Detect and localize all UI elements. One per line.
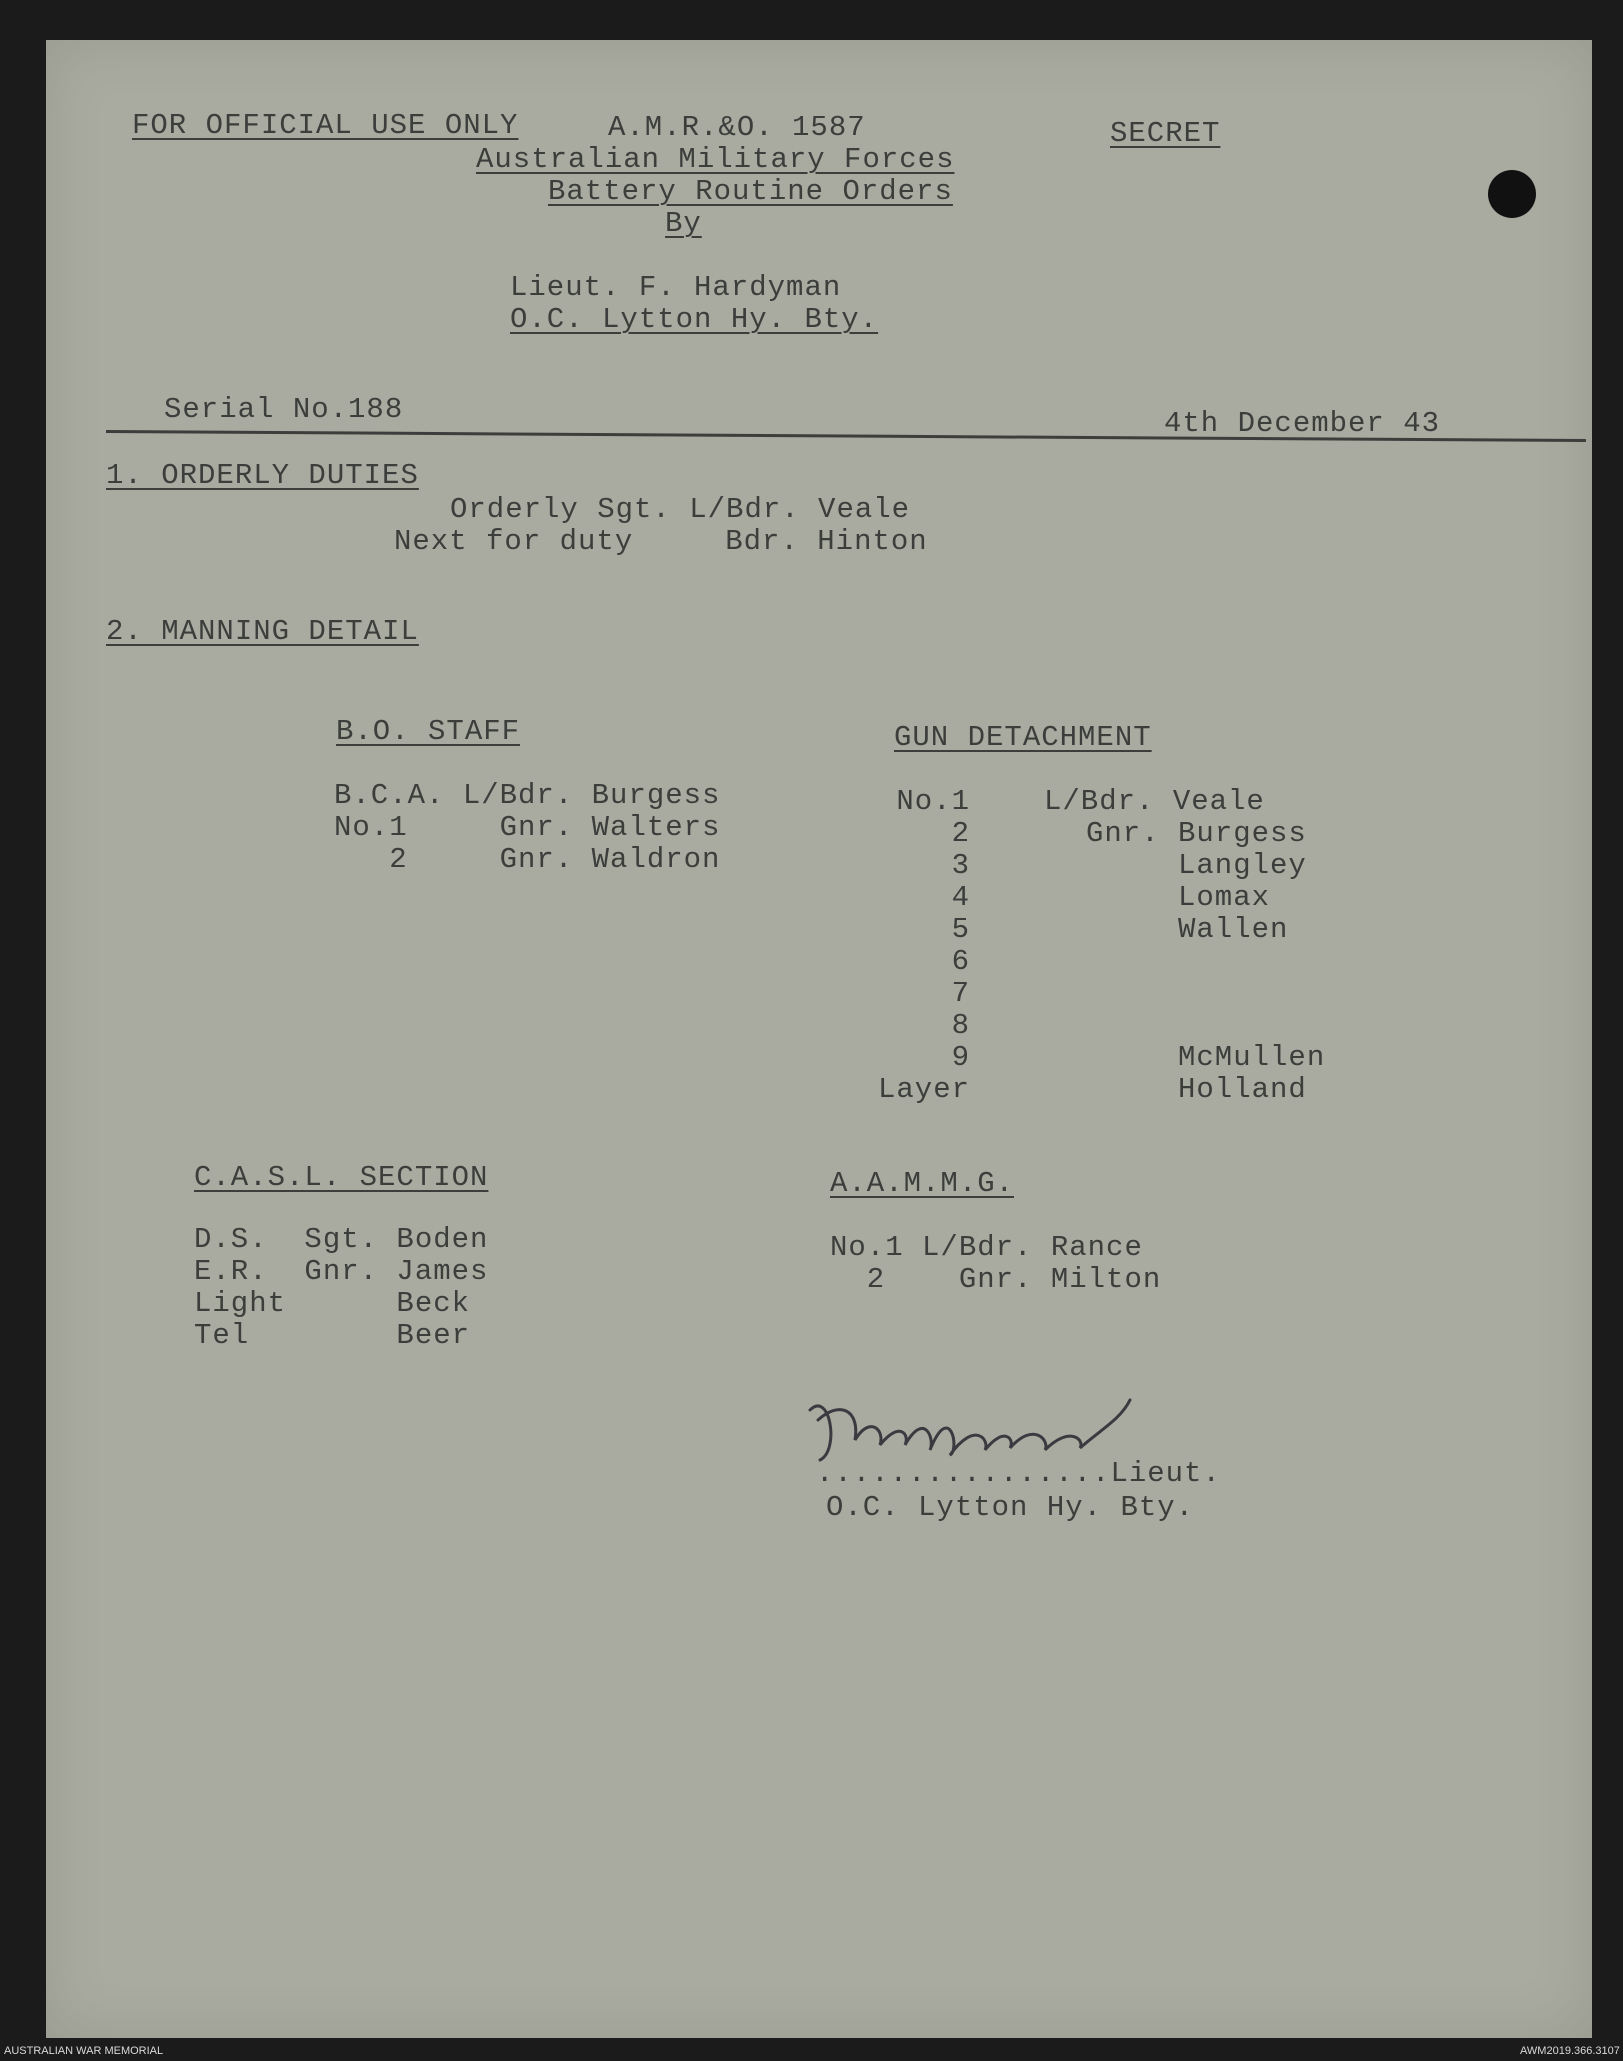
orderly-sergeant: Orderly Sgt. L/Bdr. Veale xyxy=(450,493,911,526)
next-for-duty: Next for duty Bdr. Hinton xyxy=(394,525,928,558)
aammg-heading: A.A.M.M.G. xyxy=(830,1167,1015,1200)
bo-staff-row: B.C.A. L/Bdr. Burgess xyxy=(334,779,721,812)
gun-no: 2 xyxy=(951,817,970,850)
gun-no: 5 xyxy=(951,913,970,946)
signature-unit: O.C. Lytton Hy. Bty. xyxy=(826,1491,1195,1524)
orders-title: Battery Routine Orders xyxy=(548,175,953,208)
gun-no: 6 xyxy=(951,945,970,978)
gun-no: 8 xyxy=(951,1009,970,1042)
casl-row: E.R. Gnr. James xyxy=(194,1255,489,1288)
gun-no: No.1 xyxy=(896,785,970,818)
gun-no: 4 xyxy=(951,881,970,914)
gun-no: 7 xyxy=(951,977,970,1010)
document-page xyxy=(46,40,1592,2038)
casl-row: D.S. Sgt. Boden xyxy=(194,1223,489,1256)
casl-row: Tel Beer xyxy=(194,1319,471,1352)
gun-name: Langley xyxy=(1178,849,1307,882)
gun-name: Lomax xyxy=(1178,881,1271,914)
officer-unit: O.C. Lytton Hy. Bty. xyxy=(510,303,879,336)
order-date: 4th December 43 xyxy=(1164,407,1441,440)
forces-title: Australian Military Forces xyxy=(476,143,955,176)
punch-hole xyxy=(1488,170,1536,218)
bo-staff-heading: B.O. STAFF xyxy=(336,715,521,748)
gun-name: L/Bdr. Veale xyxy=(1044,785,1265,818)
classification-label: SECRET xyxy=(1110,117,1221,150)
gun-detachment-heading: GUN DETACHMENT xyxy=(894,721,1152,754)
by-label: By xyxy=(665,207,702,240)
gun-no: Layer xyxy=(877,1073,970,1106)
officer-name: Lieut. F. Hardyman xyxy=(510,271,842,304)
footer-accession: AWM2019.366.3107 xyxy=(1520,2045,1620,2057)
casl-row: Light Beck xyxy=(194,1287,471,1320)
reference-number: A.M.R.&O. 1587 xyxy=(608,111,866,144)
bo-staff-row: 2 Gnr. Waldron xyxy=(334,843,721,876)
gun-name: McMullen xyxy=(1178,1041,1326,1074)
manning-detail-heading: 2. MANNING DETAIL xyxy=(106,615,419,648)
footer-institution: AUSTRALIAN WAR MEMORIAL xyxy=(4,2045,164,2057)
aammg-row: No.1 L/Bdr. Rance xyxy=(830,1231,1143,1264)
aammg-row: 2 Gnr. Milton xyxy=(830,1263,1162,1296)
gun-name: Holland xyxy=(1178,1073,1307,1106)
gun-no: 9 xyxy=(951,1041,970,1074)
signature-line: ................Lieut. xyxy=(816,1457,1221,1490)
bo-staff-row: No.1 Gnr. Walters xyxy=(334,811,721,844)
gun-no: 3 xyxy=(951,849,970,882)
orderly-duties-heading: 1. ORDERLY DUTIES xyxy=(106,459,419,492)
serial-number: Serial No.188 xyxy=(164,393,404,426)
official-use-label: FOR OFFICIAL USE ONLY xyxy=(132,109,519,142)
gun-name: Wallen xyxy=(1178,913,1289,946)
casl-section-heading: C.A.S.L. SECTION xyxy=(194,1161,489,1194)
gun-name: Gnr. Burgess xyxy=(1086,817,1307,850)
